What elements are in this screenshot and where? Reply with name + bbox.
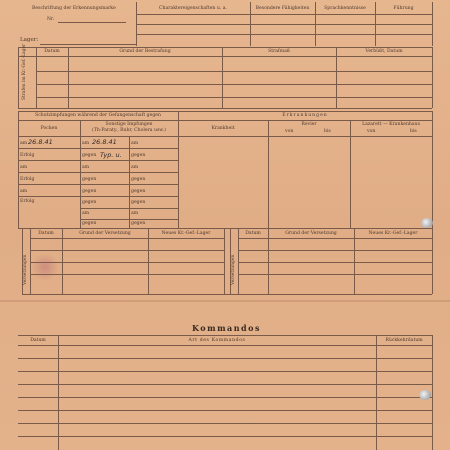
sonst2-gegen-2: gegen (131, 177, 146, 182)
sonst-am-2: am (82, 165, 90, 170)
versetz-col-datum-right: Datum (245, 231, 261, 236)
sonst2-gegen-1: gegen (131, 153, 146, 158)
versetzungen-side-label-left: Versetzungen (23, 254, 28, 285)
sonst2-am-1: am (131, 141, 139, 146)
versetz-col-datum-left: Datum (38, 231, 54, 236)
sonst-gegen-5: gegen (82, 221, 97, 226)
revier-bis: bis (324, 129, 331, 134)
versetz-col-grund-right: Grund der Versetzung (285, 231, 337, 236)
sonst2-am-3: am (131, 211, 139, 216)
sonst-gegen-4: gegen (82, 200, 97, 205)
pocken-erfolg-3: Erfolg (20, 199, 35, 204)
versetz-col-grund-left: Grund der Versetzung (79, 231, 131, 236)
sonst2-gegen-5: gegen (131, 221, 146, 226)
handwritten-pocken-date: 26.8.41 (28, 138, 53, 146)
fold-line (0, 300, 450, 302)
erkennungsmarke-label: Beschriftung der Erkennungsmarke (32, 6, 116, 11)
revier-von: von (285, 129, 294, 134)
erkrankungen-col-lazarett: Lazarett — Krankenhaus (362, 122, 420, 127)
versetz-col-neues-right: Neues Kr.-Gef.-Lager (368, 231, 418, 236)
sonst2-gegen-3: gegen (131, 189, 146, 194)
sonst2-gegen-4: gegen (131, 200, 146, 205)
sprachkenntnisse-label: Sprachkenntnisse (324, 6, 366, 11)
faehigkeiten-label: Besondere Fähigkeiten (255, 6, 310, 11)
versetz-col-neues-left: Neues Kr.-Gef.-Lager (161, 231, 211, 236)
lazarett-von: von (367, 129, 376, 134)
strafen-side-label: Strafen im Kr.-Gef.-Lager (22, 43, 27, 100)
sonst2-am-2: am (131, 165, 139, 170)
kommandos-col-datum: Datum (30, 338, 46, 343)
sonst-gegen-1: gegen (82, 153, 97, 158)
strafen-col-datum: Datum (44, 49, 60, 54)
pocken-erfolg-2: Erfolg (20, 177, 35, 182)
impfungen-col-sonstige: Sonstige Impfungen (105, 122, 153, 127)
erkrankungen-col-krankheit: Krankheit (211, 126, 235, 131)
pocken-am-1: am (20, 141, 28, 146)
sonst-gegen-2: gegen (82, 177, 97, 182)
ink-stain (32, 252, 58, 282)
kommandos-title: Kommandos (192, 323, 261, 333)
strafen-col-strafmass: Strafmaß (268, 49, 290, 54)
erkrankungen-title: Erkrankungen (282, 113, 328, 118)
impfungen-col-pocken: Pocken (40, 126, 58, 131)
strafen-col-verbuesst: Verbüßt, Datum (365, 49, 403, 54)
strafen-col-grund: Grund der Bestrafung (119, 49, 171, 54)
fuehrung-label: Führung (393, 6, 414, 11)
punch-hole-top (421, 218, 433, 228)
kommandos-col-art: Art des Kommandos (188, 338, 246, 343)
nr-label: Nr. (47, 17, 55, 22)
lazarett-bis: bis (410, 129, 417, 134)
pocken-am-2: am (20, 165, 28, 170)
pocken-erfolg-1: Erfolg (20, 153, 35, 158)
sonst-am-1: am (82, 141, 90, 146)
impfungen-col-sonstige-sub: (Th-Paraty., Ruhr, Cholera usw.) (92, 128, 166, 133)
charakter-label: Charaktereigenschaften u. a. (159, 6, 227, 11)
lager-label: Lager: (20, 37, 39, 43)
kommandos-col-rueckkehr: Rückkehrdatum (385, 338, 423, 343)
punch-hole-bottom (419, 390, 431, 400)
handwritten-impfung-date: 26.8.41 (92, 138, 117, 146)
sonst-gegen-3: gegen (82, 189, 97, 194)
sonst-am-3: am (82, 211, 90, 216)
pocken-am-3: am (20, 189, 28, 194)
erkrankungen-col-revier: Revier (301, 122, 317, 127)
impfungen-title: Schutzimpfungen während der Gefangenschaft gegen (35, 113, 161, 118)
handwritten-typhus: Typ. u. (100, 151, 122, 159)
versetzungen-side-label-right: Versetzungen (231, 254, 236, 285)
